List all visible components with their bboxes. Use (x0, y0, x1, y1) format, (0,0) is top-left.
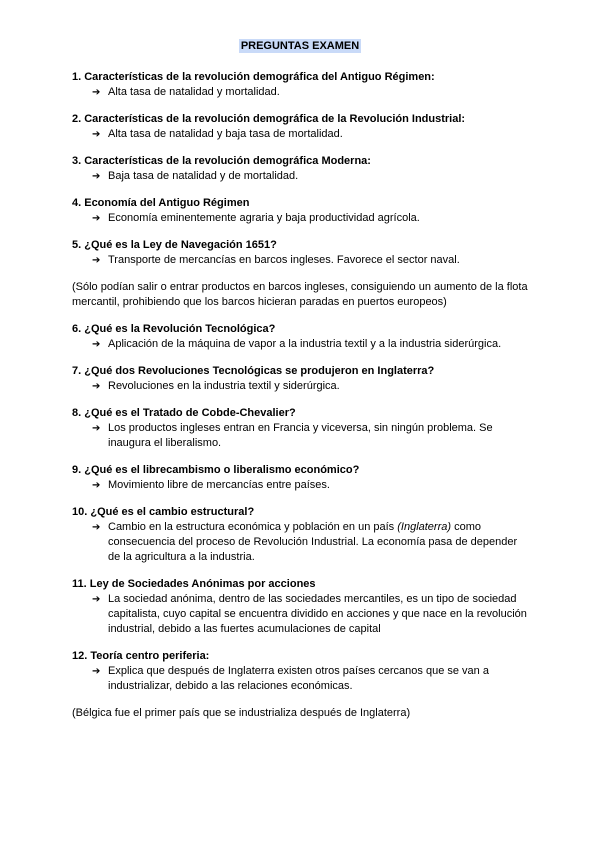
arrow-icon: ➔ (92, 171, 101, 182)
answer-row (72, 253, 532, 268)
answer-text: Alta tasa de natalidad y mortalidad. (108, 86, 280, 98)
question-heading: 10. ¿Qué es el cambio estructural? (72, 506, 255, 518)
arrow-icon: ➔ (92, 129, 101, 140)
answer-row (72, 169, 532, 184)
arrow-icon: ➔ (92, 339, 101, 350)
arrow-icon: ➔ (92, 255, 101, 266)
answer-text: La sociedad anónima, dentro de las sociedades mercantiles, es un tipo de sociedad capitalista, cuyo capital se encuentra dividido en acciones y que nace en la revolución industrial, debido a las fuertes acumulaciones de capital (108, 593, 527, 635)
question-item-7 (72, 364, 532, 394)
question-item-5 (72, 238, 532, 268)
answer-text: Revoluciones en la industria textil y siderúrgica. (108, 380, 340, 392)
answer-text: Explica que después de Inglaterra existen otros países cercanos que se van a industrializar, debido a las relaciones económicas. (108, 665, 489, 692)
answer-row (72, 664, 532, 694)
arrow-icon: ➔ (92, 594, 101, 605)
question-item-6 (72, 322, 532, 352)
question-item-3 (72, 154, 532, 184)
arrow-icon: ➔ (92, 213, 101, 224)
question-item-2 (72, 112, 532, 142)
question-item-8 (72, 406, 532, 451)
answer-text: Economía eminentemente agraria y baja productividad agrícola. (108, 212, 420, 224)
page-title-container (0, 36, 600, 54)
answer-text: Baja tasa de natalidad y de mortalidad. (108, 170, 299, 182)
question-heading: 8. ¿Qué es el Tratado de Cobde-Chevalier? (72, 407, 296, 419)
question-item-10 (72, 505, 532, 565)
answer-row (72, 127, 532, 142)
answer-row (72, 478, 532, 493)
question-heading: 3. Características de la revolución demográfica Moderna: (72, 155, 371, 167)
arrow-icon: ➔ (92, 87, 101, 98)
note-paragraph: (Sólo podían salir o entrar productos en barcos ingleses, consiguiendo un aumento de la flota mercantil, prohibiendo que los barcos hicieran paradas en puertos europeos) (72, 281, 528, 308)
answer-text-emphasis: (Inglaterra) (397, 521, 452, 533)
question-heading: 9. ¿Qué es el librecambismo o liberalismo económico? (72, 464, 360, 476)
arrow-icon: ➔ (92, 381, 101, 392)
question-item-11 (72, 577, 532, 637)
answer-row (72, 379, 532, 394)
question-item-12 (72, 649, 532, 694)
answer-text: Alta tasa de natalidad y baja tasa de mortalidad. (108, 128, 343, 140)
question-heading: 1. Características de la revolución demográfica del Antiguo Régimen: (72, 71, 435, 83)
answer-row (72, 85, 532, 100)
answer-row (72, 337, 532, 352)
answer-row (72, 421, 532, 451)
answer-text: Transporte de mercancías en barcos ingleses. Favorece el sector naval. (108, 254, 460, 266)
page-title: PREGUNTAS EXAMEN (240, 40, 360, 52)
arrow-icon: ➔ (92, 480, 101, 491)
question-heading: 5. ¿Qué es la Ley de Navegación 1651? (72, 239, 277, 251)
answer-row (72, 520, 532, 565)
question-item-1 (72, 70, 532, 100)
question-heading: 11. Ley de Sociedades Anónimas por acciones (72, 578, 316, 590)
question-heading: 7. ¿Qué dos Revoluciones Tecnológicas se produjeron en Inglaterra? (72, 365, 435, 377)
note-paragraph: (Bélgica fue el primer país que se industrializa después de Inglaterra) (72, 707, 411, 719)
question-item-4 (72, 196, 532, 226)
question-heading: 2. Características de la revolución demográfica de la Revolución Industrial: (72, 113, 466, 125)
arrow-icon: ➔ (92, 423, 101, 434)
answer-text-part: Cambio en la estructura económica y población en un país (108, 521, 398, 533)
arrow-icon: ➔ (92, 666, 101, 677)
question-heading: 6. ¿Qué es la Revolución Tecnológica? (72, 323, 276, 335)
answer-text-part: como consecuencia del proceso de Revolución Industrial. La economía pasa de depender de la agricultura a la industria. (108, 521, 518, 563)
answer-text (108, 520, 532, 565)
question-list (72, 70, 532, 733)
answer-text: Los productos ingleses entran en Francia y viceversa, sin ningún problema. Se inaugura el liberalismo. (108, 422, 493, 449)
answer-row (72, 592, 532, 637)
arrow-icon: ➔ (92, 522, 101, 533)
answer-text: Aplicación de la máquina de vapor a la industria textil y a la industria siderúrgica. (108, 338, 502, 350)
question-item-9 (72, 463, 532, 493)
answer-text: Movimiento libre de mercancías entre países. (108, 479, 330, 491)
question-heading: 4. Economía del Antiguo Régimen (72, 197, 250, 209)
answer-row (72, 211, 532, 226)
question-heading: 12. Teoría centro periferia: (72, 650, 210, 662)
